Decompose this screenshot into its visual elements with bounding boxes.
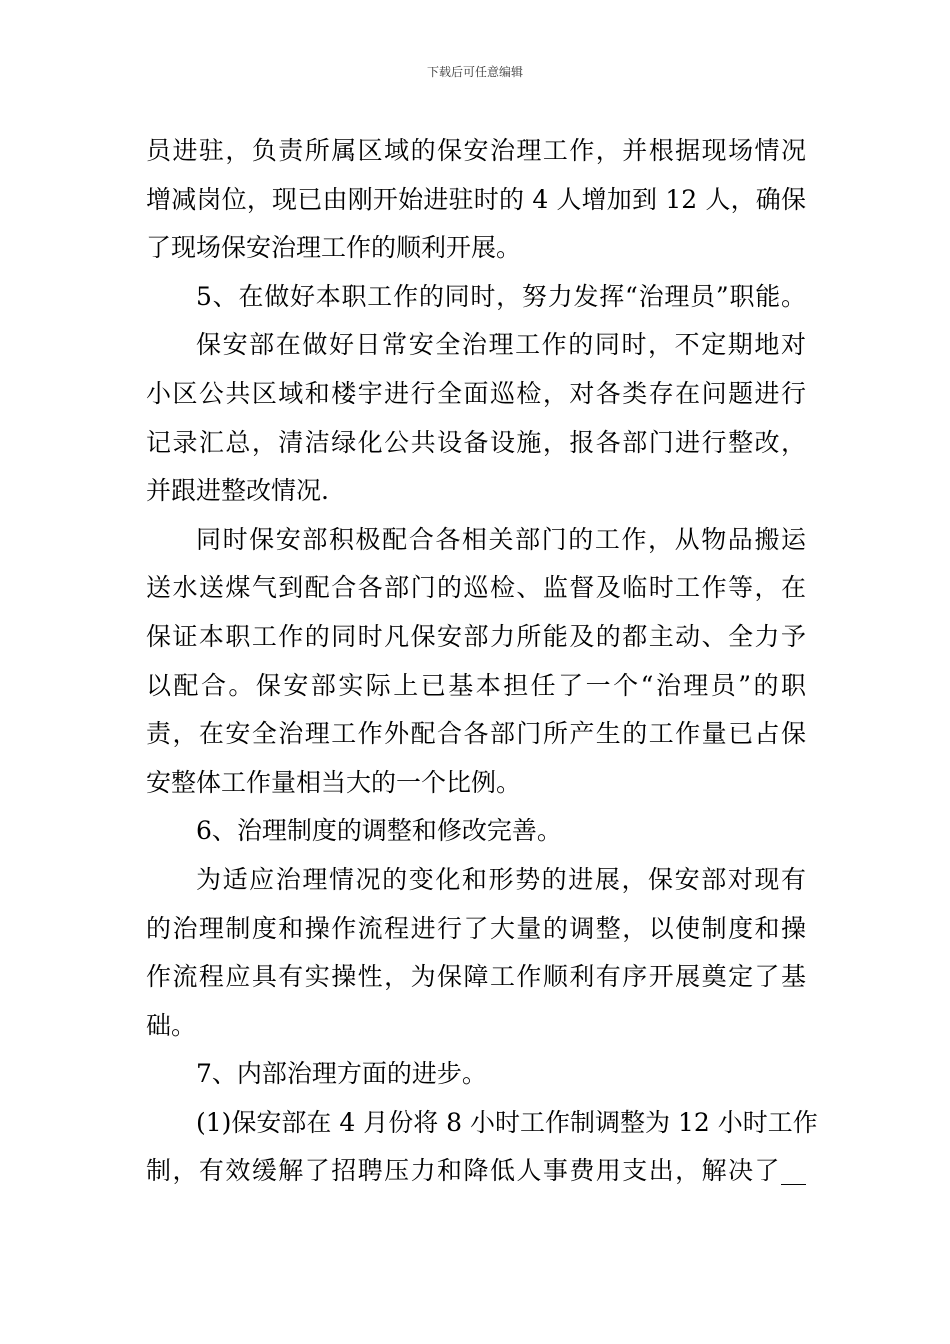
text-line: 并跟进整改情况. (146, 476, 329, 506)
text-line: 为适应治理情况的变化和形势的进展，保安部对现有 (196, 864, 806, 894)
text-line: 保安部在做好日常安全治理工作的同时，不定期地对 (196, 330, 806, 360)
text-line: 以配合。保安部实际上已基本担任了一个“治理员”的职 (146, 670, 806, 700)
text-line: (1)保安部在 4 月份将 8 小时工作制调整为 12 小时工作 (196, 1107, 818, 1137)
text-line: 了现场保安治理工作的顺利开展。 (146, 233, 522, 263)
text-line: 增减岗位，现已由刚开始进驻时的 4 人增加到 12 人，确保 (146, 184, 806, 214)
text-line: 的治理制度和操作流程进行了大量的调整，以使制度和操 (146, 913, 806, 943)
text-line: 小区公共区域和楼宇进行全面巡检，对各类存在问题进行 (146, 378, 806, 408)
text-line: 责，在安全治理工作外配合各部门所产生的工作量已占保 (146, 719, 806, 749)
text-line: 7、内部治理方面的进步。 (196, 1059, 487, 1089)
text-line: 安整体工作量相当大的一个比例。 (146, 767, 522, 797)
document-body (146, 127, 818, 1196)
text-line: 制，有效缓解了招聘压力和降低人事费用支出，解决了__ (146, 1156, 806, 1186)
text-line: 记录汇总，清洁绿化公共设备设施，报各部门进行整改， (146, 427, 806, 457)
text-line: 6、治理制度的调整和修改完善。 (196, 816, 562, 846)
page-header: 下载后可任意编辑 (426, 65, 523, 79)
text-line: 同时保安部积极配合各相关部门的工作，从物品搬运 (196, 524, 806, 554)
text-line: 员进驻，负责所属区域的保安治理工作，并根据现场情况 (146, 136, 806, 165)
text-line: 送水送煤气到配合各部门的巡检、监督及临时工作等，在 (146, 573, 806, 603)
text-line: 作流程应具有实操性，为保障工作顺利有序开展奠定了基 (146, 962, 806, 992)
text-line: 础。 (146, 1010, 197, 1040)
text-line: 保证本职工作的同时凡保安部力所能及的都主动、全力予 (146, 621, 806, 651)
text-line: 5、在做好本职工作的同时，努力发挥“治理员”职能。 (196, 281, 806, 311)
